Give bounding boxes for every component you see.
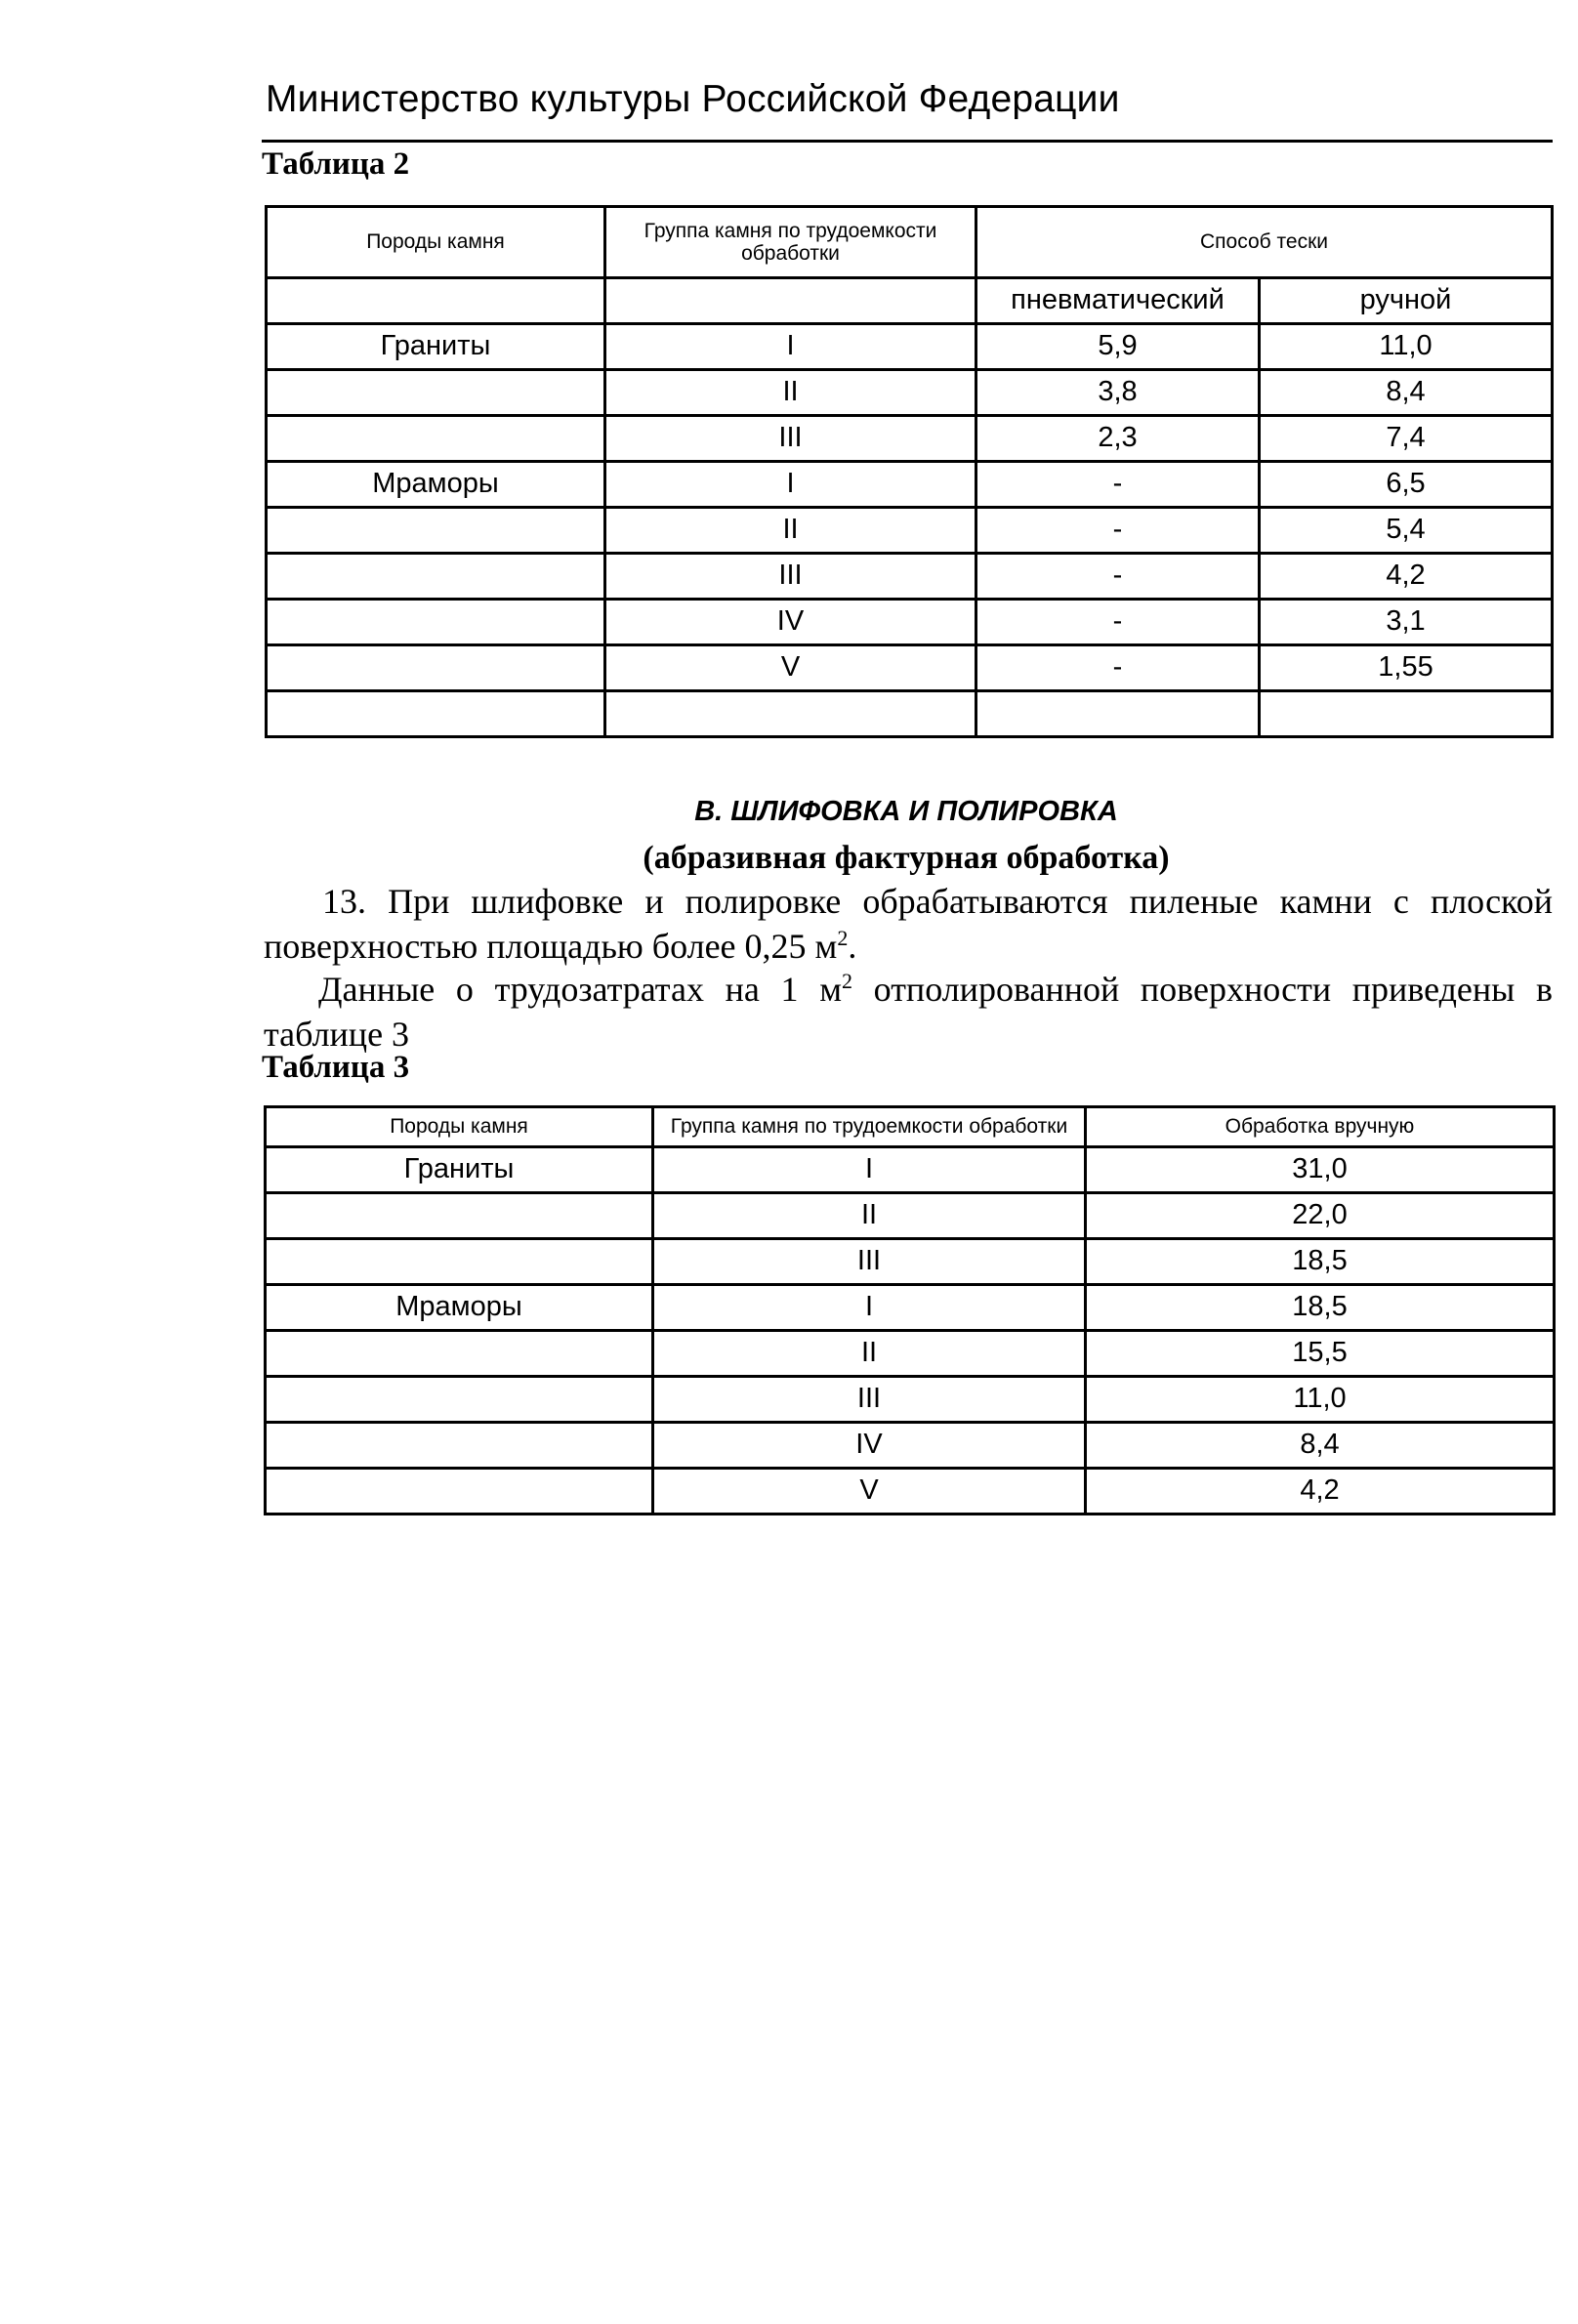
table2-subheader-empty [605, 278, 976, 324]
table-cell-rock [267, 370, 605, 416]
page-header: Министерство культуры Российской Федерации [266, 78, 1120, 120]
table-cell-rock [266, 1239, 653, 1285]
paragraph-13 [264, 879, 1553, 969]
table-cell-pneumatic [976, 691, 1260, 737]
table3 [264, 1105, 1556, 1515]
table-cell-group: V [653, 1469, 1086, 1515]
table2-title: Таблица 2 [262, 146, 410, 182]
superscript: 2 [842, 969, 852, 993]
table-cell-rock [266, 1423, 653, 1469]
table-cell-rock: Граниты [267, 324, 605, 370]
table-cell-manual: 5,4 [1260, 508, 1553, 554]
table3-body [266, 1107, 1555, 1515]
table-row [267, 508, 1553, 554]
table-cell-rock [266, 1469, 653, 1515]
table-cell-group: IV [605, 600, 976, 645]
table-cell-pneumatic: - [976, 462, 1260, 508]
table2-subheader-empty [267, 278, 605, 324]
table-cell-group: III [605, 416, 976, 462]
table-row [267, 600, 1553, 645]
table-cell-pneumatic: - [976, 645, 1260, 691]
paragraph-data-start: Данные о трудозатратах на 1 м [318, 970, 842, 1009]
paragraph-data [264, 967, 1553, 1057]
table-cell-group: I [605, 462, 976, 508]
table-row [266, 1239, 1555, 1285]
table-cell-manual: 18,5 [1086, 1285, 1555, 1331]
superscript: 2 [837, 926, 849, 950]
section-title: В. ШЛИФОВКА И ПОЛИРОВКА [694, 796, 1118, 827]
table-cell-pneumatic: 5,9 [976, 324, 1260, 370]
table-cell-rock: Мраморы [266, 1285, 653, 1331]
paragraph-13-end: . [848, 927, 857, 966]
table-cell-rock: Граниты [266, 1147, 653, 1193]
table-cell-group: I [605, 324, 976, 370]
table2-subheader-row [267, 278, 1553, 324]
header-rule [262, 140, 1553, 143]
table-row [266, 1423, 1555, 1469]
table-row [267, 691, 1553, 737]
table3-header-rock: Породы камня [266, 1107, 653, 1147]
table-cell-manual: 15,5 [1086, 1331, 1555, 1377]
table-cell-rock [266, 1193, 653, 1239]
table-row [266, 1285, 1555, 1331]
table-cell-group: III [653, 1239, 1086, 1285]
table-cell-group: II [605, 508, 976, 554]
table-cell-rock [267, 508, 605, 554]
table-cell-group: II [653, 1193, 1086, 1239]
table-row [267, 324, 1553, 370]
table2-header-row [267, 207, 1553, 278]
section-subtitle: (абразивная фактурная обработка) [643, 840, 1170, 876]
table-cell-manual: 11,0 [1260, 324, 1553, 370]
table-cell-group [605, 691, 976, 737]
table2-header-manual: ручной [1260, 278, 1553, 324]
table-cell-manual: 6,5 [1260, 462, 1553, 508]
paragraph-data-end: отполированной поверхности приведены в таблице 3 [264, 970, 1553, 1054]
table-row [267, 370, 1553, 416]
table3-header-group: Группа камня по трудоемкости обработки [653, 1107, 1086, 1147]
table-cell-group: I [653, 1147, 1086, 1193]
table-cell-manual [1260, 691, 1553, 737]
table-cell-group: V [605, 645, 976, 691]
table-cell-rock [267, 645, 605, 691]
table-cell-manual: 4,2 [1086, 1469, 1555, 1515]
table-cell-pneumatic: 3,8 [976, 370, 1260, 416]
table-cell-manual: 11,0 [1086, 1377, 1555, 1423]
table-cell-group: II [653, 1331, 1086, 1377]
table2-header-group: Группа камня по трудоемкости обработки [605, 207, 976, 278]
table3-header-row [266, 1107, 1555, 1147]
table-cell-rock [266, 1377, 653, 1423]
table2-body [267, 207, 1553, 737]
table-cell-manual: 8,4 [1260, 370, 1553, 416]
table-cell-rock [267, 554, 605, 600]
paragraph-13-text: 13. При шлифовке и полировке обрабатываются пиленые камни с плоской поверхностью площадью более 0,25 м [264, 882, 1553, 966]
table-cell-group: I [653, 1285, 1086, 1331]
table-cell-manual: 3,1 [1260, 600, 1553, 645]
table3-header-manual: Обработка вручную [1086, 1107, 1555, 1147]
table-cell-manual: 8,4 [1086, 1423, 1555, 1469]
table-cell-manual: 31,0 [1086, 1147, 1555, 1193]
table-cell-manual: 18,5 [1086, 1239, 1555, 1285]
table-cell-manual: 22,0 [1086, 1193, 1555, 1239]
table-row [267, 554, 1553, 600]
table2-header-pneumatic: пневматический [976, 278, 1260, 324]
table-row [267, 416, 1553, 462]
table3-title: Таблица 3 [262, 1050, 410, 1085]
table-row [266, 1193, 1555, 1239]
table-cell-manual: 4,2 [1260, 554, 1553, 600]
table-row [266, 1377, 1555, 1423]
table-cell-rock [266, 1331, 653, 1377]
table-row [266, 1469, 1555, 1515]
table-cell-group: IV [653, 1423, 1086, 1469]
table2-header-rock: Породы камня [267, 207, 605, 278]
table-cell-group: II [605, 370, 976, 416]
table-cell-group: III [605, 554, 976, 600]
table-cell-pneumatic: - [976, 600, 1260, 645]
table-cell-group: III [653, 1377, 1086, 1423]
table-cell-manual: 1,55 [1260, 645, 1553, 691]
table-cell-pneumatic: - [976, 554, 1260, 600]
table-row [266, 1331, 1555, 1377]
table-cell-rock [267, 691, 605, 737]
table2 [265, 205, 1554, 738]
table-cell-rock [267, 600, 605, 645]
table-cell-rock [267, 416, 605, 462]
table-cell-manual: 7,4 [1260, 416, 1553, 462]
table-row [267, 645, 1553, 691]
table2-header-method: Способ тески [976, 207, 1553, 278]
table-row [267, 462, 1553, 508]
table-cell-pneumatic: 2,3 [976, 416, 1260, 462]
table-cell-rock: Мраморы [267, 462, 605, 508]
table-row [266, 1147, 1555, 1193]
table-cell-pneumatic: - [976, 508, 1260, 554]
